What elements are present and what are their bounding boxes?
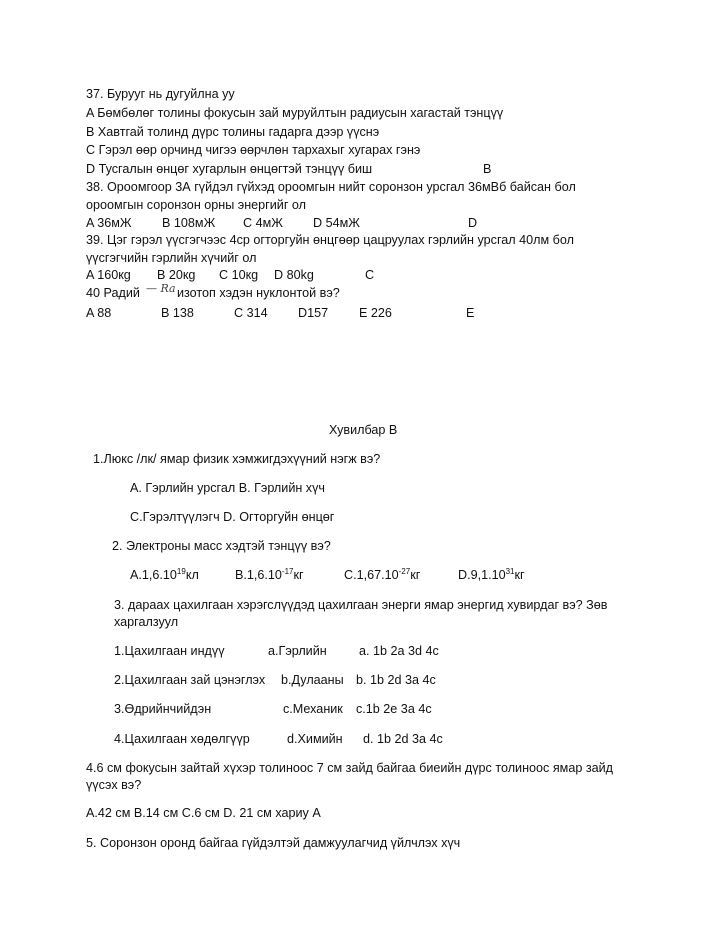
q40-option-b: B 138 [161,306,194,320]
q38-option-a: A 36мЖ [86,216,132,230]
v1-question: 1.Люкс /лк/ ямар физик хэмжигдэхүүний нэгж вэ? [93,452,381,466]
v3-row-1-answer: a. 1b 2a 3d 4c [359,644,439,658]
v3-row-3-answer: c.1b 2e 3a 4c [356,702,432,716]
q37-title: 37. Бурууг нь дугуйлна уу [86,87,235,101]
v4-answers: A.42 см B.14 см C.6 см D. 21 см хариу А [86,806,321,820]
v3-row-3-item: 3.Өдрийнчийдэн [114,702,212,716]
q40-suffix: изотоп хэдэн нуклонтой вэ? [177,286,340,300]
q39-answer: C [365,268,375,282]
v2-a-unit: кл [185,568,199,582]
q40-prefix: 40 Радий [86,286,140,300]
v3-line2: харгалзуул [114,615,179,629]
q38-answer: D [468,216,478,230]
q40-option-d: D157 [298,306,329,320]
q39-line2: үүсгэгчийн гэрлийн хүчийг ол [86,251,257,265]
variant-title: Хувилбар В [329,423,398,437]
q39-option-d: D 80kg [274,268,314,282]
v2-b-base: B.1,6.10 [235,568,282,582]
q38-option-d: D 54мЖ [313,216,360,230]
q38-option-c: C 4мЖ [243,216,283,230]
v3-line1: 3. дараах цахилгаан хэрэгслүүдэд цахилгаан энерги ямар энергид хувирдаг вэ? Зөв [114,598,608,612]
v2-question: 2. Электроны масс хэдтэй тэнцүү вэ? [112,539,331,553]
v2-option-a [130,568,199,583]
v4-line1: 4.6 см фокусын зайтай хүхэр толиноос 7 см зайд байгаа биеийн дүрс толиноос ямар зайд [86,761,613,775]
v3-row-4-energy: d.Химийн [287,732,343,746]
v2-c-base: C.1,67.10 [344,568,399,582]
v2-c-exponent: -27 [398,567,411,576]
v3-row-4-item: 4.Цахилгаан хөдөлгүүр [114,732,250,746]
v2-d-unit: кг [514,568,525,582]
q38-option-b: B 108мЖ [162,216,216,230]
v1-options-row1: A. Гэрлийн урсгал B. Гэрлийн хүч [130,481,325,495]
q38-line1: 38. Ороомгоор 3А гүйдэл гүйхэд ороомгын нийт соронзон урсгал 36мВб байсан бол [86,180,576,194]
v3-row-1-item: 1.Цахилгаан индүү [114,644,225,658]
v2-b-exponent: -17 [281,567,294,576]
v5-question: 5. Соронзон оронд байгаа гүйдэлтэй дамжуулагчид үйлчлэх хүч [86,836,461,850]
v2-a-base: A.1,6.10 [130,568,177,582]
q38-line2: ороомгын соронзон орны энергийг ол [86,198,307,212]
v2-c-unit: кг [410,568,421,582]
v2-d-exponent: 31 [505,567,515,576]
v2-option-b [235,568,304,583]
q37-option-b: B Хавтгай толинд дүрс толины гадарга дээр үүснэ [86,125,380,139]
q40-option-a: A 88 [86,306,112,320]
v2-b-unit: кг [293,568,304,582]
v3-row-1-energy: a.Гэрлийн [268,644,327,658]
v3-row-4-answer: d. 1b 2d 3a 4c [363,732,443,746]
v2-option-d [458,568,525,583]
q40-option-c: C 314 [234,306,268,320]
q40-answer: E [466,306,475,320]
v3-row-2-energy: b.Дулааны [281,673,344,687]
q37-option-c: C Гэрэл өөр орчинд чигээ өөрчлөн тархахыг хугарах гэнэ [86,143,421,157]
q37-option-a: A Бөмбөлөг толины фокусын зай муруйлтын радиусын хагастай тэнцүү [86,106,504,120]
q39-option-b: B 20кg [157,268,196,282]
radium-symbol-fragment: — Ra [146,282,176,295]
v2-option-c [344,568,420,583]
q39-line1: 39. Цэг гэрэл үүсгэгчээс 4ср огторгуйн өнцгөөр цацруулах гэрлийн урсгал 40лм бол [86,233,574,247]
v2-d-base: D.9,1.10 [458,568,506,582]
v3-row-3-energy: c.Механик [283,702,343,716]
q40-option-e: E 226 [359,306,392,320]
q37-option-d: D Тусгалын өнцөг хугарлын өнцөгтэй тэнцүү биш [86,162,373,176]
q37-answer: B [483,162,492,176]
v3-row-2-answer: b. 1b 2d 3a 4c [356,673,436,687]
v1-options-row2: C.Гэрэлтүүлэгч D. Огторгуйн өнцөг [130,510,335,524]
q39-option-c: C 10кg [219,268,259,282]
v2-a-exponent: 19 [176,567,186,576]
v4-line2: үүсэх вэ? [86,778,142,792]
v3-row-2-item: 2.Цахилгаан зай цэнэглэх [114,673,266,687]
q39-option-a: A 160кg [86,268,131,282]
